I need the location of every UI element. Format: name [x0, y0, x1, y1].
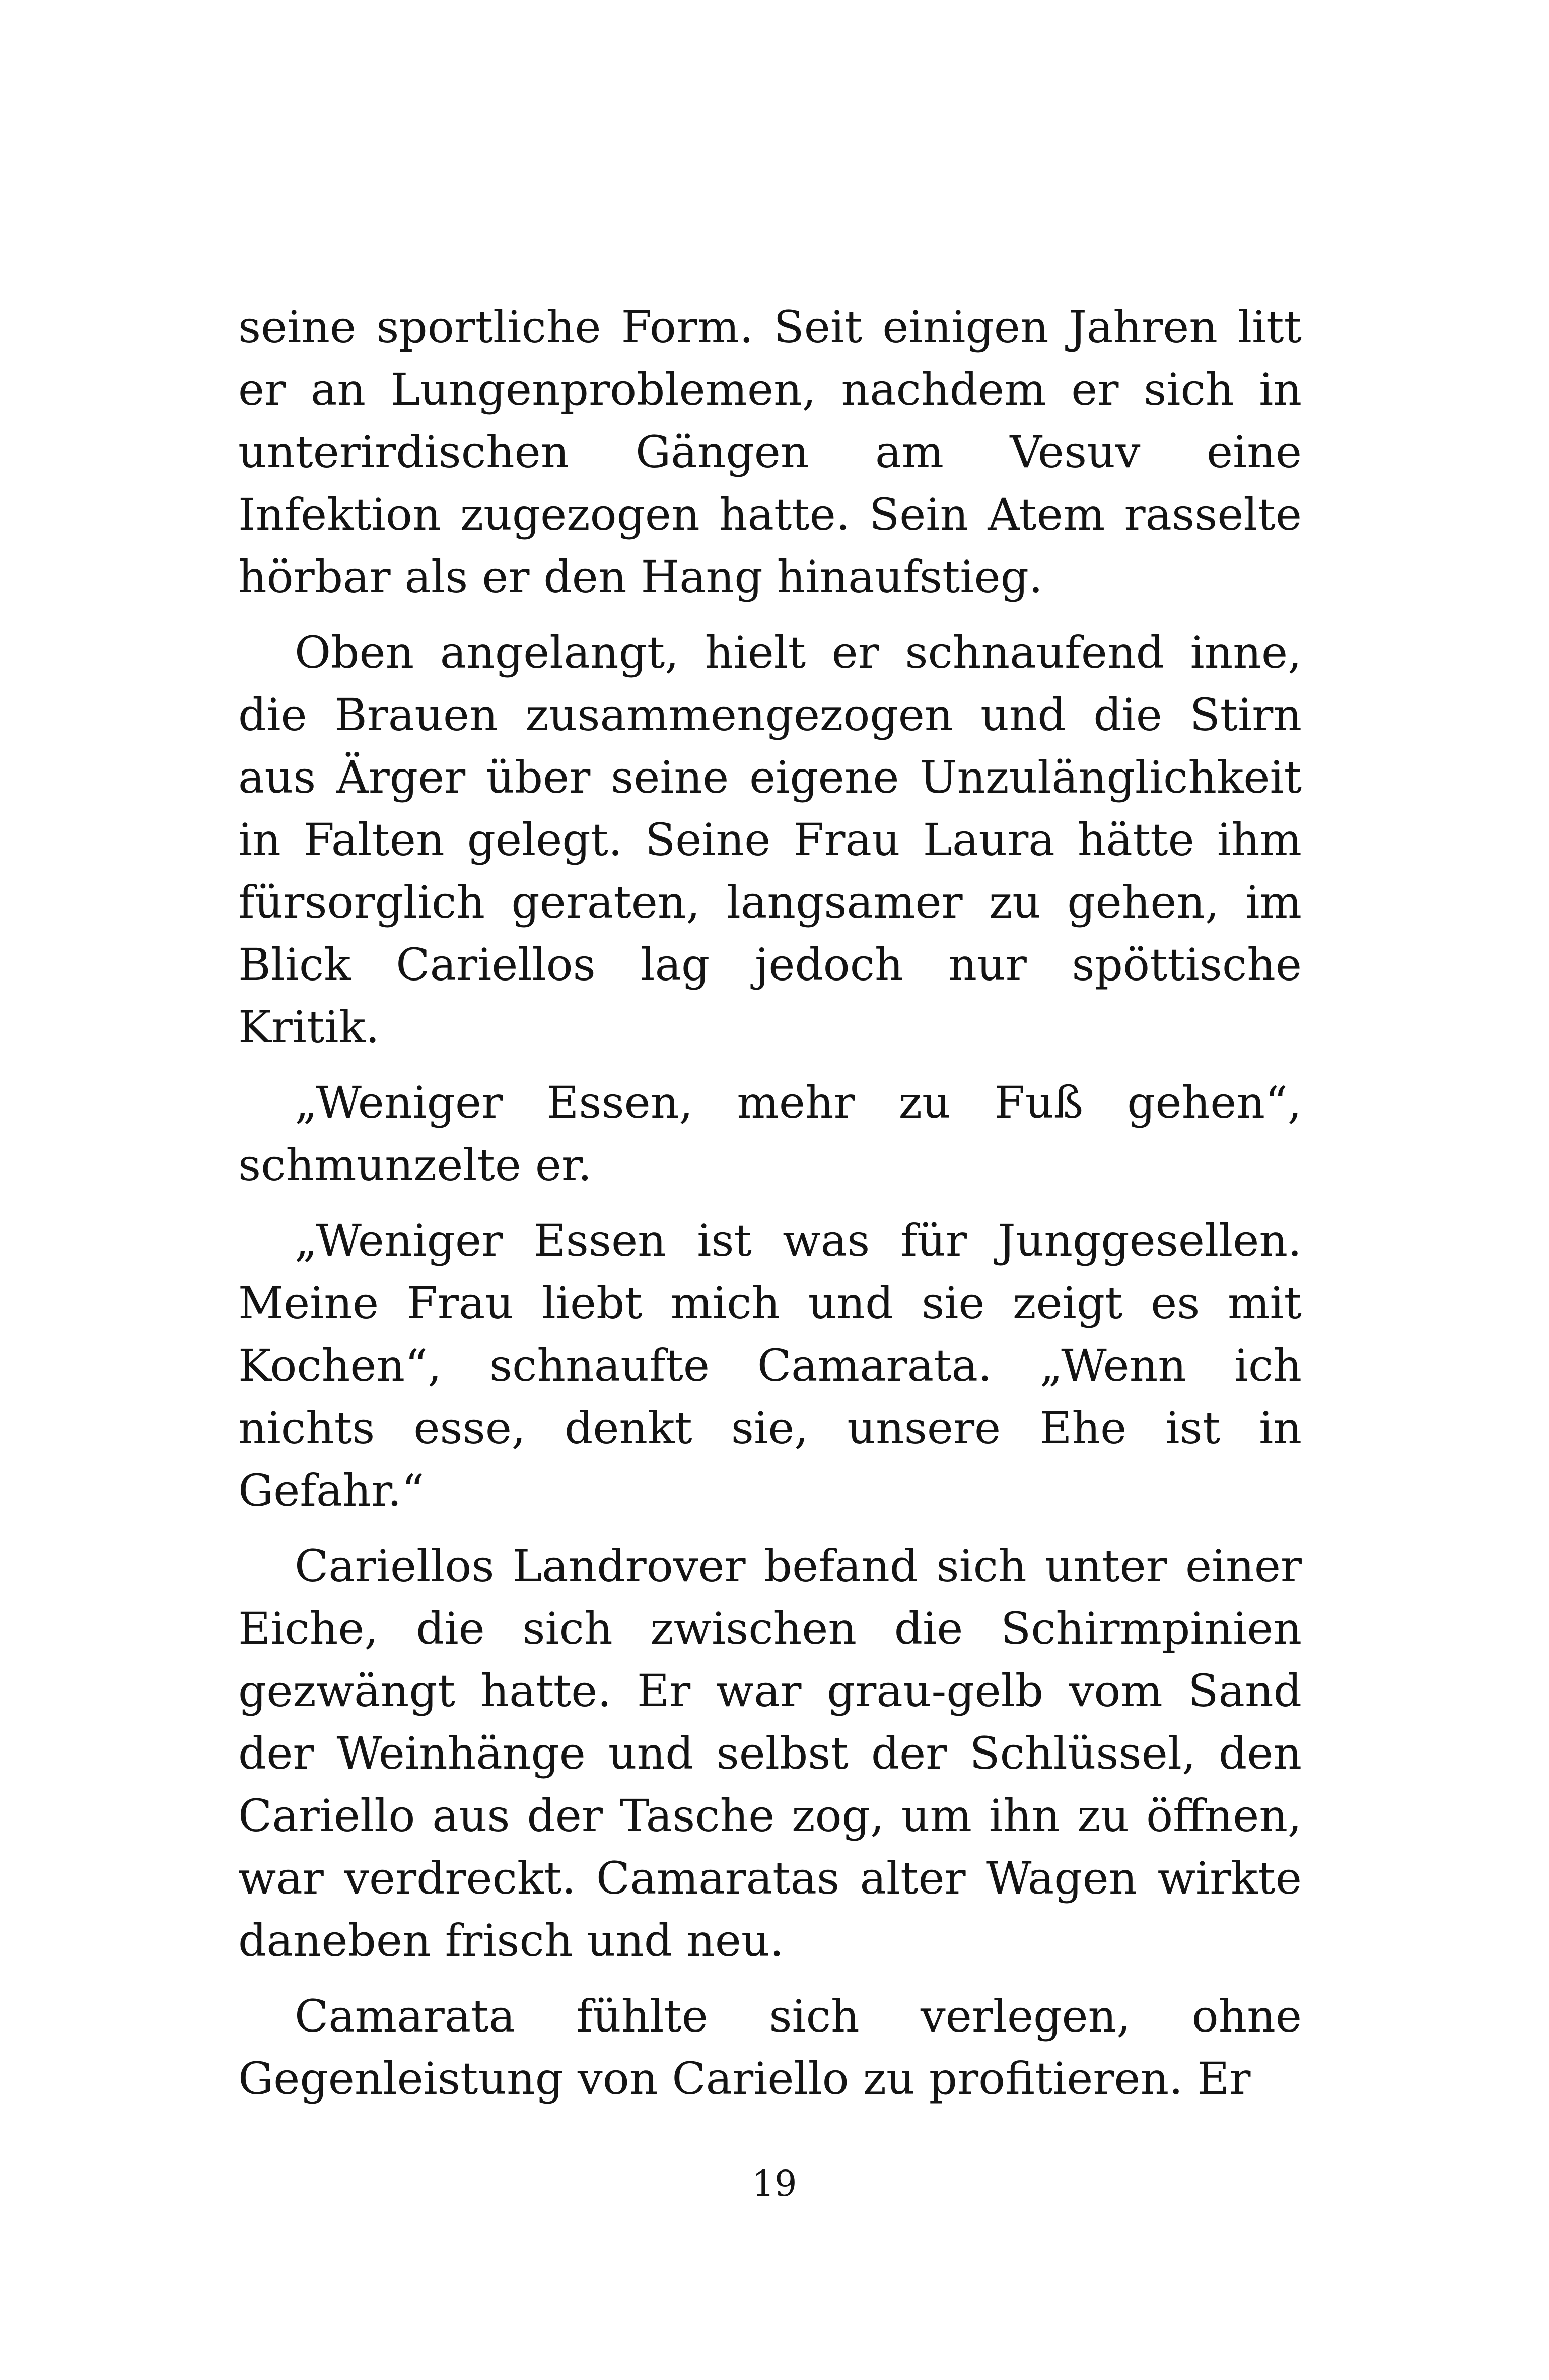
paragraph-4: „Weniger Essen ist was für Junggesellen. Meine Frau liebt mich und sie zeigt es mit Kochen“, schnaufte Camarata. „Wenn ich nichts esse, denkt sie, unsere Ehe ist in Gefahr.“ [238, 1215, 1302, 1516]
paragraph-6: Camarata fühlte sich verlegen, ohne Gegenleistung von Cariello zu profitieren. Er [238, 1990, 1302, 2105]
body-text [238, 296, 1302, 2123]
paragraph-3: „Weniger Essen, mehr zu Fuß gehen“, schmunzelte er. [238, 1077, 1302, 1191]
paragraph-2: Oben angelangt, hielt er schnaufend inne, die Brauen zusammengezogen und die Stirn aus Ärger über seine eigene Unzulänglichkeit in Falten gelegt. Seine Frau Laura hätte ihm fürsorglich geraten, langsamer zu gehen, im Blick Cariellos lag jedoch nur spöttische Kritik. [238, 626, 1302, 1053]
paragraph-1: seine sportliche Form. Seit einigen Jahren litt er an Lungenproblemen, nachdem er sich in unterirdischen Gängen am Vesuv eine Infektion zugezogen hatte. Sein Atem rasselte hörbar als er den Hang hinaufstieg. [238, 301, 1302, 603]
page-number: 19 [752, 2163, 797, 2204]
paragraph-5: Cariellos Landrover befand sich unter einer Eiche, die sich zwischen die Schirmpinien gezwängt hatte. Er war grau-gelb vom Sand der Weinhänge und selbst der Schlüssel, den Cariello aus der Tasche zog, um ihn zu öffnen, war verdreckt. Camaratas alter Wagen wirkte daneben frisch und neu. [238, 1540, 1302, 1967]
